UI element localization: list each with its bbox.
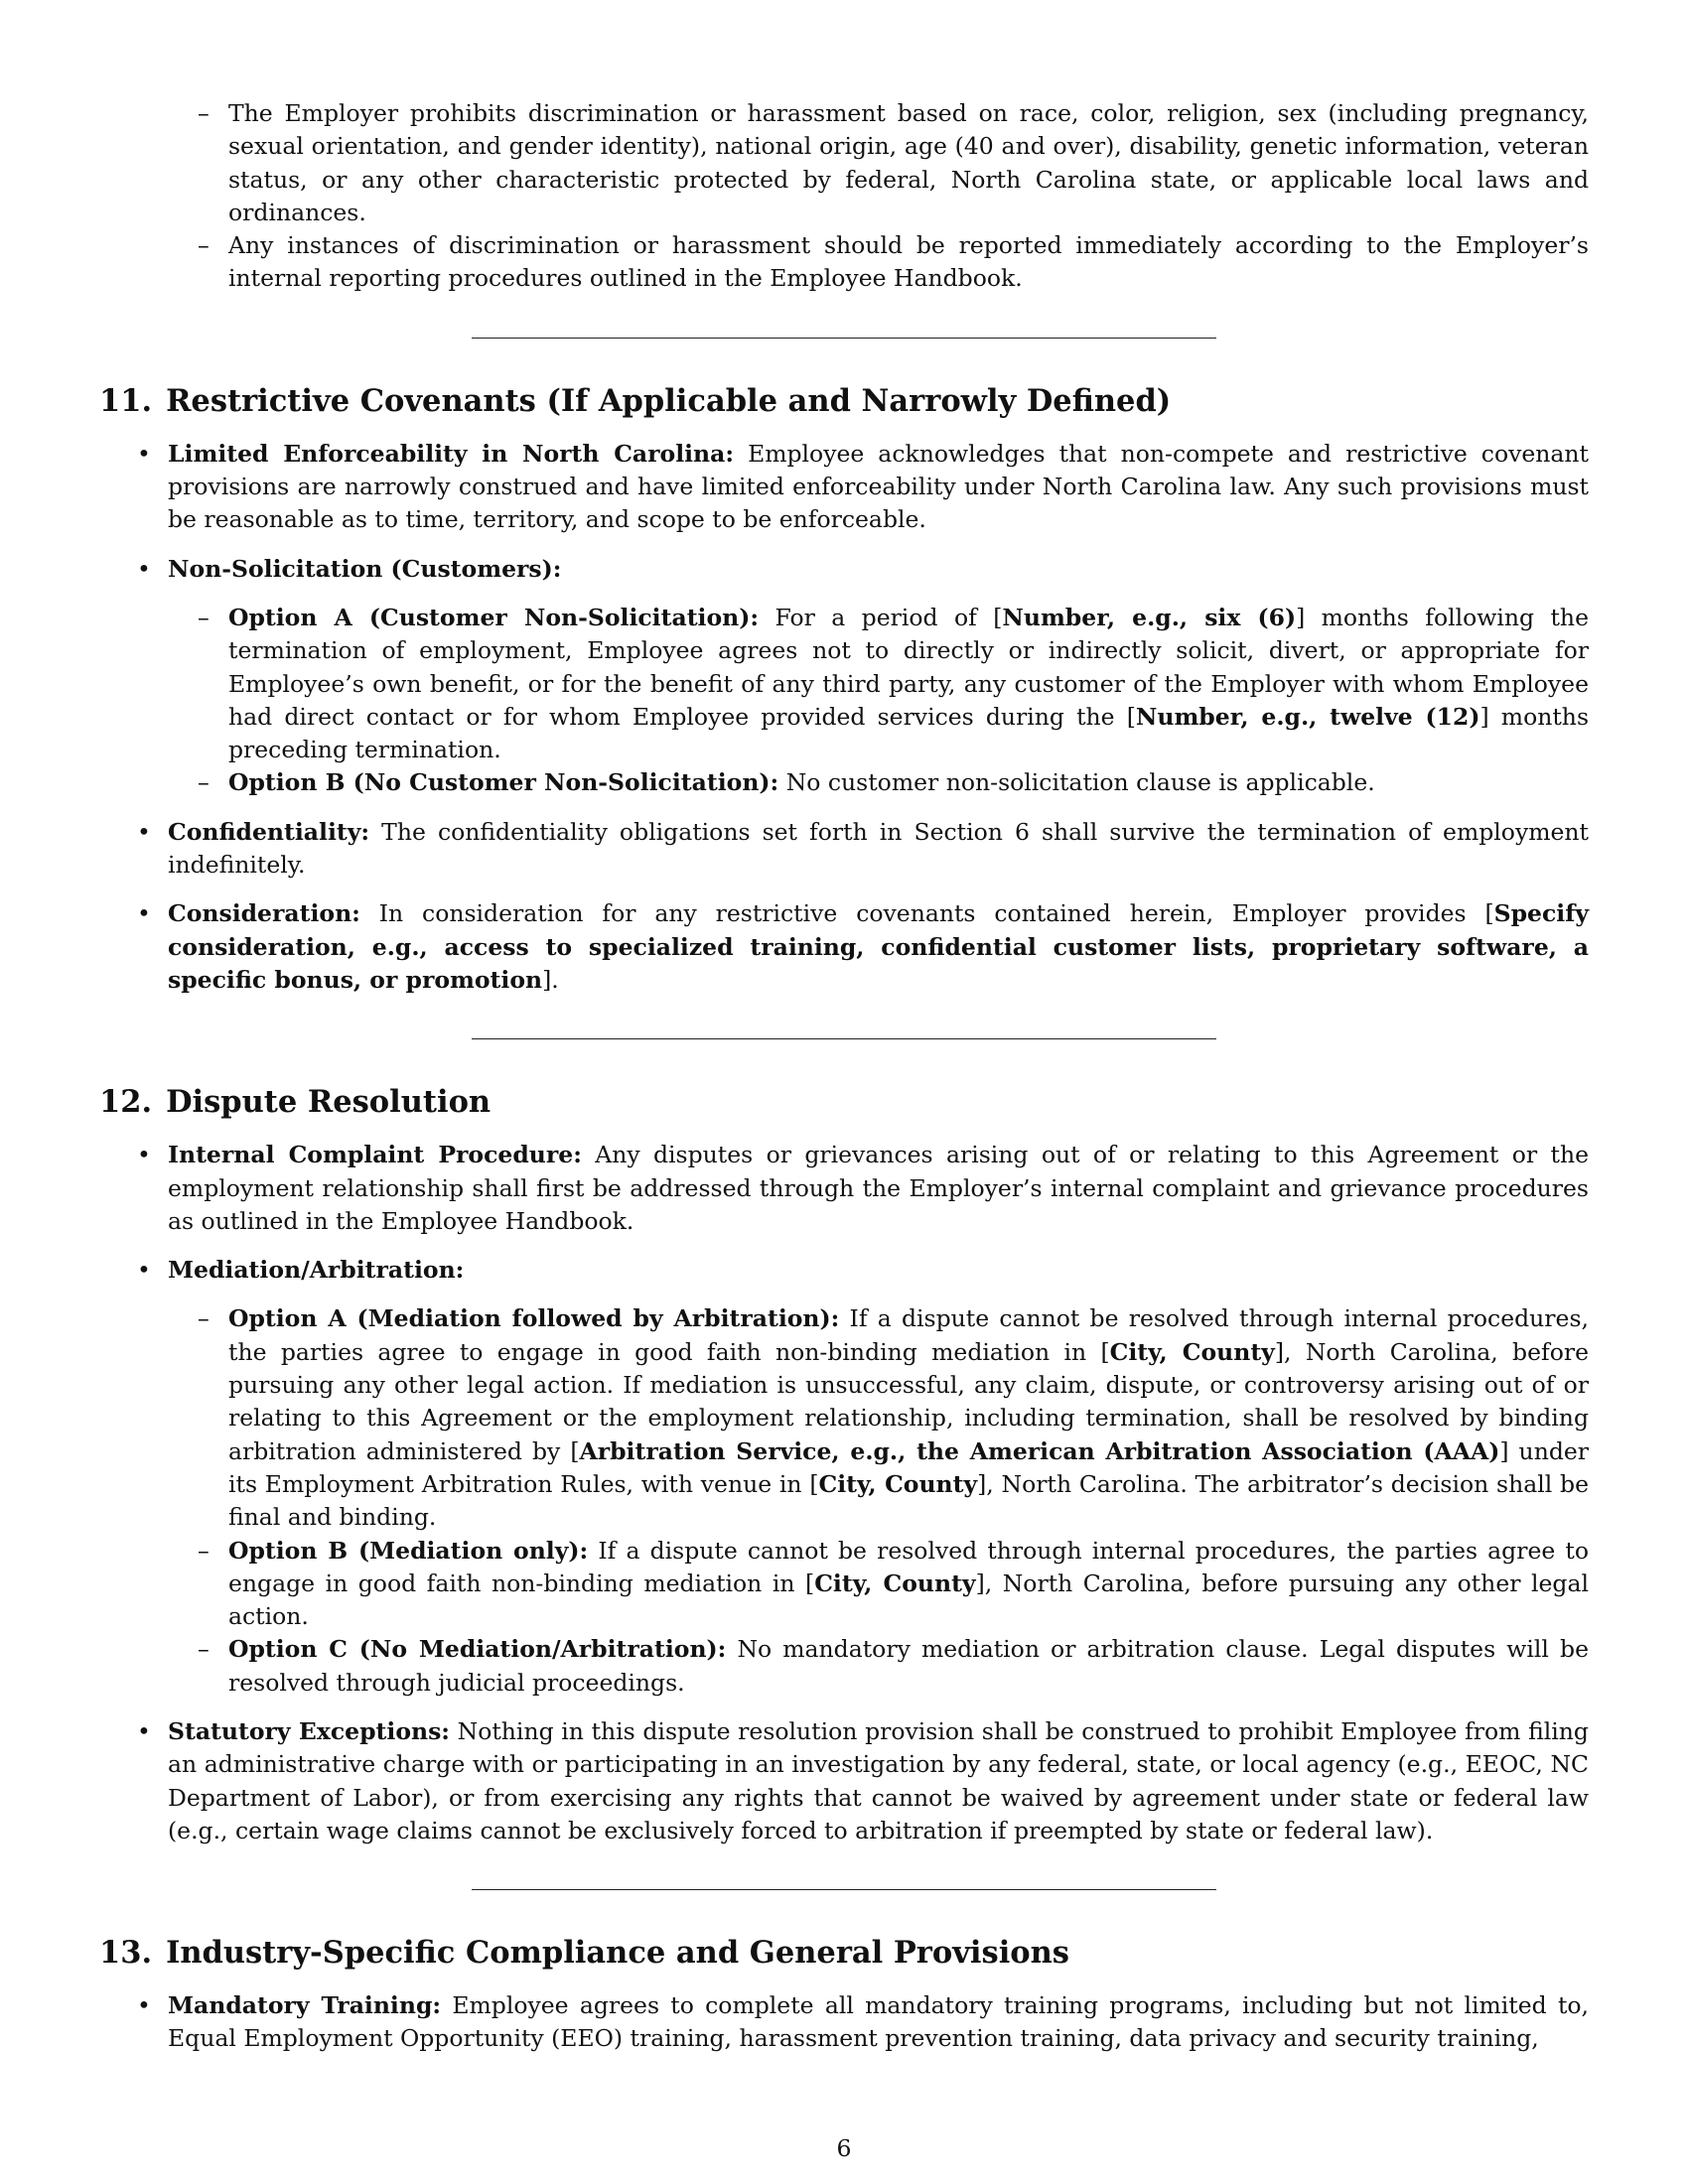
bullet-marker: • [137,554,151,583]
section-heading-13: 13. Industry-Specific Compliance and General Provisions [99,1935,1069,1972]
list-item-statutory-exceptions: • Statutory Exceptions: Nothing in this dispute resolution provision shall be construed to prohibit Employee from filing an administrative charge with or participating in an investigation by any federal, state, or local agency (e.g., EEOC, NC Department of Labor), or from exercising any rights that cannot be waived by agreement under state or federal law (e.g., certain wage claims cannot be exclusively forced to arbitration if preempted by state or federal law). [137,1716,1589,1844]
bullet-marker: • [137,1716,151,1745]
dash-marker: – [198,1635,210,1664]
bullet-marker: • [137,439,151,468]
option-b: – Option B (No Customer Non-Solicitation): No customer non-solicitation clause is applicable. [168,766,1589,799]
section-12-list [99,1139,1589,1847]
dash-marker: – [198,231,210,260]
list-item-consideration: • Consideration: In consideration for any restrictive covenants contained herein, Employer provides [Specify consideration, e.g., access to specialized training, confidential customer lists, proprietary software, a specific bonus, or promotion]. [137,899,1589,994]
list-item-non-solicitation: • Non-Solicitation (Customers): – Option A (Customer Non-Solicitation): For a period of [Number, e.g., six (6)] months following the termination of employment, Employee agrees not to directly or indirectly solicit, divert, or appropriate for Employee’s own benefit, or for the benefit of any third party, any customer of the Employer with whom Employee had direct contact or for whom Employee provided services during the [Number, e.g., twelve (12)] months preceding termination. – Option B (No Customer Non-Solicitation): No customer non-solicitation clause is applicable. [99,553,1589,800]
section-heading-12: 12. Dispute Resolution [99,1084,492,1121]
section-divider [472,1889,1216,1890]
non-solicitation-options [168,602,1589,800]
mediation-options [168,1302,1589,1700]
option-a: – Option A (Mediation followed by Arbitration): If a dispute cannot be resolved through internal procedures, the parties agree to engage in good faith non-binding mediation in [City, County], North Carolina, before pursuing any other legal action. If mediation is unsuccessful, any claim, dispute, or controversy arising out of or relating to this Agreement or the employment relationship, including termination, shall be resolved by binding arbitration administered by [Arbitration Service, e.g., the American Arbitration Association (AAA)] under its Employment Arbitration Rules, with venue in [City, County], North Carolina. The arbitrator’s decision shall be final and binding. [198,1304,1590,1532]
option-a: – Option A (Customer Non-Solicitation): For a period of [Number, e.g., six (6)] months following the termination of employment, Employee agrees not to directly or indirectly solicit, divert, or appropriate for Employee’s own benefit, or for the benefit of any third party, any customer of the Employer with whom Employee had direct contact or for whom Employee provided services during the [Number, e.g., twelve (12)] months preceding termination. [198,603,1590,764]
list-item-limited-enforceability: • Limited Enforceability in North Carolina: Employee acknowledges that non-compete and restrictive covenant provisions are narrowly construed and have limited enforceability under North Carolina law. Any such provisions must be reasonable as to time, territory, and scope to be enforceable. [137,439,1589,534]
list-item-confidentiality: • Confidentiality: The confidentiality obligations set forth in Section 6 shall survive the termination of employment indefinitely. [137,817,1589,880]
bullet-marker: • [137,1991,151,2020]
option-c: – Option C (No Mediation/Arbitration): No mandatory mediation or arbitration clause. Legal disputes will be resolved through judicial proceedings. [198,1635,1589,1697]
list-item-mandatory-training: • Mandatory Training: Employee agrees to complete all mandatory training programs, including but not limited to, Equal Employment Opportunity (EEO) training, harassment prevention training, data privacy and security training, [137,1991,1590,2053]
section-10-continuation-list [99,97,1589,296]
list-item: – Any instances of discrimination or harassment should be reported immediately according to the Employer’s internal reporting procedures outlined in the Employee Handbook. [198,231,1589,293]
bullet-marker: • [137,1141,151,1169]
section-divider [472,1038,1216,1039]
dash-marker: – [198,99,210,127]
section-heading-11: 11. Restrictive Covenants (If Applicable and Narrowly Defined) [99,382,1172,419]
page-number: 6 [836,2134,852,2162]
bullet-marker: • [137,1256,151,1285]
dash-marker: – [198,1536,210,1565]
dash-marker: – [198,768,210,797]
dash-marker: – [198,1304,210,1333]
list-item-mediation-arbitration: • Mediation/Arbitration: – Option A (Mediation followed by Arbitration): If a dispute cannot be resolved through internal procedures, the parties agree to engage in good faith non-binding mediation in [City, County], North Carolina, before pursuing any other legal action. If mediation is unsuccessful, any claim, dispute, or controversy arising out of or relating to this Agreement or the employment relationship, including termination, shall be resolved by binding arbitration administered by [Arbitration Service, e.g., the American Arbitration Association (AAA)] under its Employment Arbitration Rules, with venue in [City, County], North Carolina. The arbitrator’s decision shall be final and binding. – Option B (Mediation only): If a dispute cannot be resolved through internal procedures, the parties agree to engage in good faith non-binding mediation in [City, County], North Carolina, before pursuing any other legal action. – Option C (No Mediation/Arbitration): No mandatory mediation or arbitration clause. Legal disputes will be resolved through judicial proceedings. [99,1254,1589,1700]
bullet-marker: • [137,817,151,846]
section-11-list [99,438,1589,997]
list-item: – The Employer prohibits discrimination or harassment based on race, color, religion, sex (including pregnancy, sexual orientation, and gender identity), national origin, age (40 and over), disability, genetic information, veteran status, or any other characteristic protected by federal, North Carolina state, or applicable local laws and ordinances. [198,99,1589,226]
option-b: – Option B (Mediation only): If a dispute cannot be resolved through internal procedures, the parties agree to engage in good faith non-binding mediation in [City, County], North Carolina, before pursuing any other legal action. [198,1536,1589,1631]
list-item-internal-complaint: • Internal Complaint Procedure: Any disputes or grievances arising out of or relating to this Agreement or the employment relationship shall first be addressed through the Employer’s internal complaint and grievance procedures as outlined in the Employee Handbook. [137,1141,1589,1235]
section-divider [472,338,1216,339]
bullet-marker: • [137,899,151,928]
dash-marker: – [198,603,210,631]
section-13-list [99,1989,1589,2056]
